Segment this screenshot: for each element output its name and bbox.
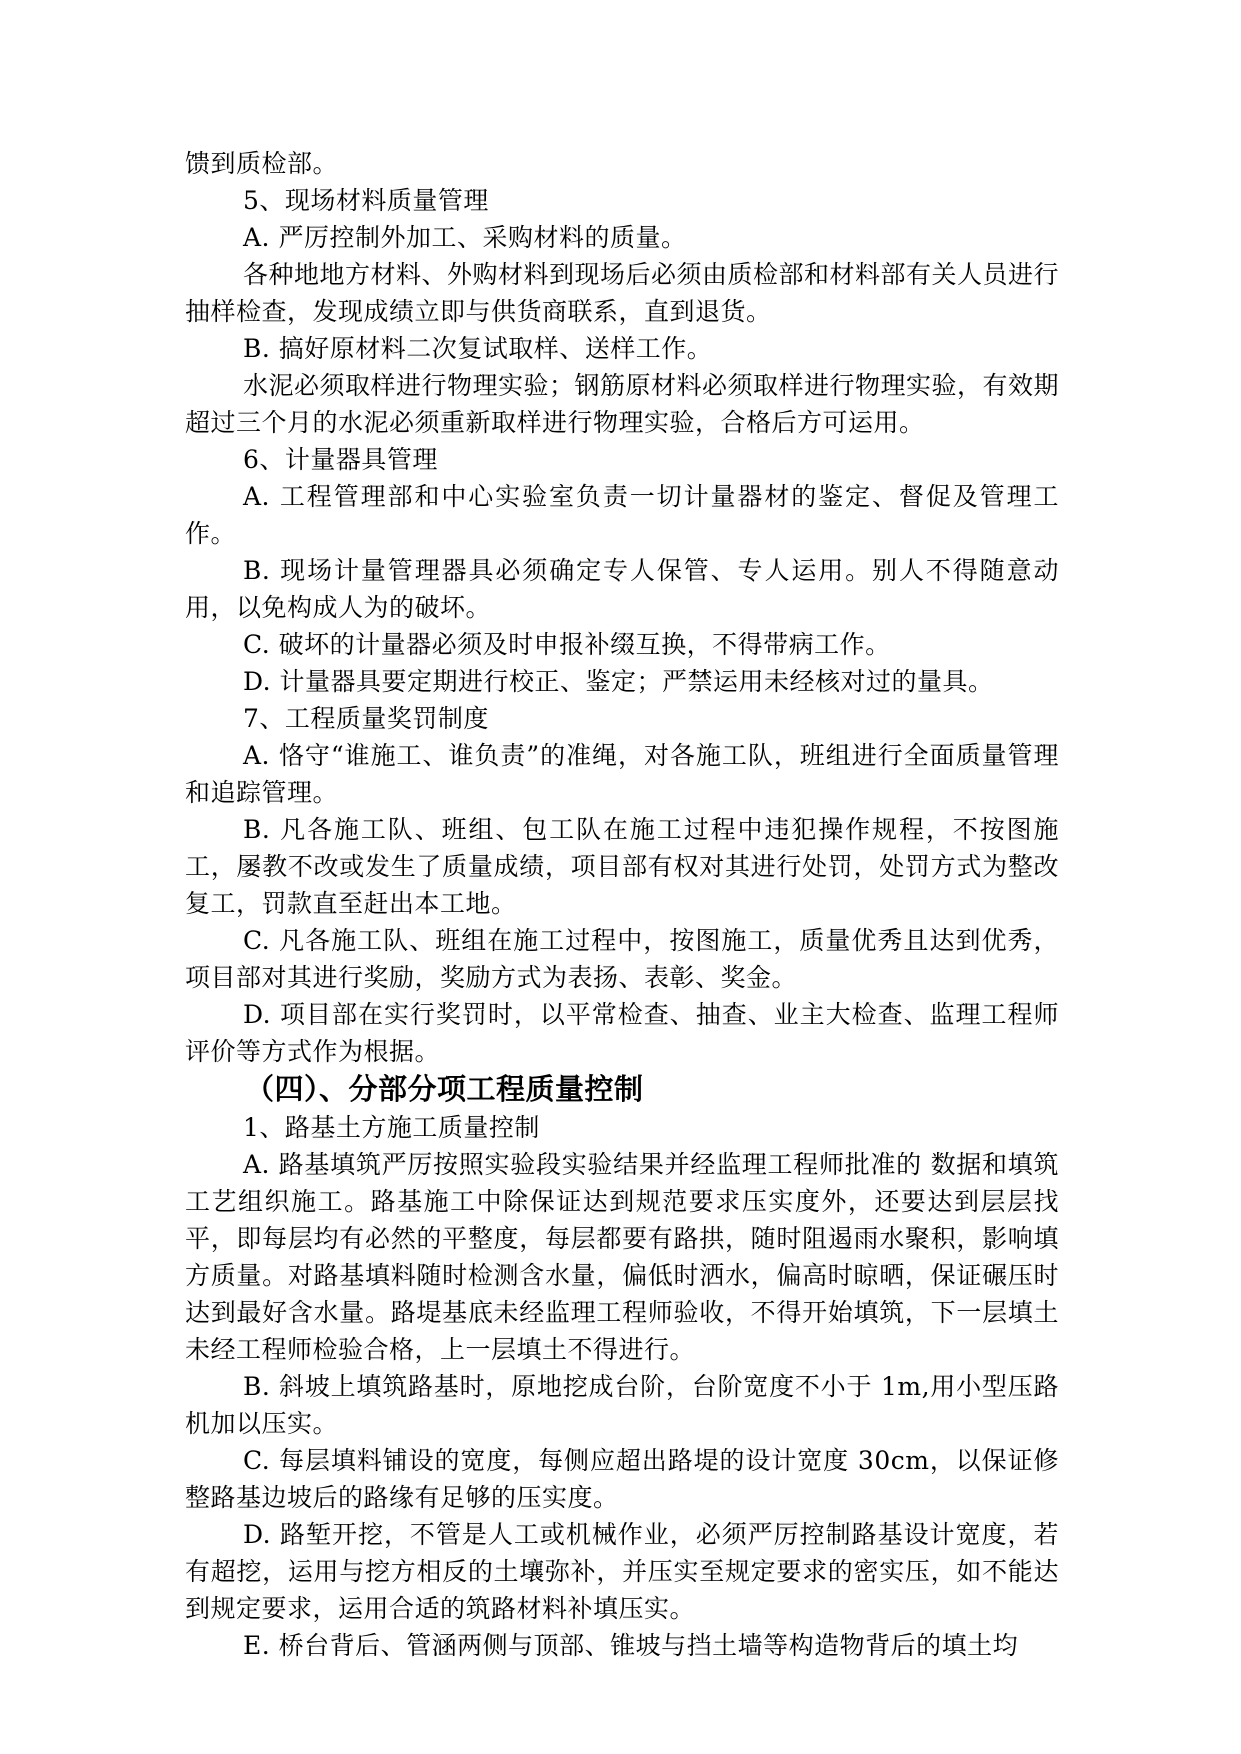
document-body <box>185 145 1059 1664</box>
paragraph-6c: C. 破坏的计量器必须及时申报补缀互换，不得带病工作。 <box>243 630 891 659</box>
paragraph-5b: B. 搞好原材料二次复试取样、送样工作。 <box>243 334 713 363</box>
paragraph-5a: A. 严厉控制外加工、采购材料的质量。 <box>243 223 687 252</box>
section-7-title: 7、工程质量奖罚制度 <box>243 704 489 733</box>
paragraph-5a-detail: 各种地地方材料、外购材料到现场后必须由质检部和材料部有关人员进行抽样检查，发现成绩立即与供货商联系，直到退货。 <box>185 260 1060 326</box>
paragraph-1b: B. 斜坡上填筑路基时，原地挖成台阶，台阶宽度不小于 1m,用小型压路机加以压实。 <box>185 1372 1059 1438</box>
paragraph-7c: C. 凡各施工队、班组在施工过程中，按图施工，质量优秀且达到优秀，项目部对其进行奖励，奖励方式为表扬、表彰、奖金。 <box>185 926 1059 992</box>
paragraph-1d: D. 路堑开挖，不管是人工或机械作业，必须严厉控制路基设计宽度，若有超挖，运用与挖方相反的土壤弥补，并压实至规定要求的密实压，如不能达到规定要求，运用合适的筑路材料补填压实。 <box>185 1520 1059 1623</box>
paragraph-6a: A. 工程管理部和中心实验室负责一切计量器材的鉴定、督促及管理工作。 <box>185 482 1059 548</box>
paragraph-continuation: 馈到质检部。 <box>185 149 339 178</box>
paragraph-5b-detail: 水泥必须取样进行物理实验；钢筋原材料必须取样进行物理实验，有效期超过三个月的水泥必须重新取样进行物理实验，合格后方可运用。 <box>185 371 1060 437</box>
paragraph-1a: A. 路基填筑严厉按照实验段实验结果并经监理工程师批准的 数据和填筑工艺组织施工。路基施工中除保证达到规范要求压实度外，还要达到层层找平，即每层均有必然的平整度，每层都要有路拱，随时阻遏雨水聚积，影响填方质量。对路基填料随时检测含水量，偏低时洒水，偏高时晾晒，保证碾压时达到最好含水量。路堤基底未经监理工程师验收，不得开始填筑，下一层填土未经工程师检验合格，上一层填土不得进行。 <box>185 1150 1059 1364</box>
paragraph-7a: A. 恪守“谁施工、谁负责”的准绳，对各施工队，班组进行全面质量管理和追踪管理。 <box>185 741 1059 807</box>
paragraph-6b: B. 现场计量管理器具必须确定专人保管、专人运用。别人不得随意动用，以免构成人为的破坏。 <box>185 556 1059 622</box>
paragraph-7d: D. 项目部在实行奖罚时，以平常检查、抽查、业主大检查、监理工程师评价等方式作为根据。 <box>185 1000 1059 1066</box>
paragraph-6d: D. 计量器具要定期进行校正、鉴定；严禁运用未经核对过的量具。 <box>243 667 994 696</box>
section-5-title: 5、现场材料质量管理 <box>243 186 489 215</box>
section-6-title: 6、计量器具管理 <box>243 445 438 474</box>
paragraph-7b: B. 凡各施工队、班组、包工队在施工过程中违犯操作规程，不按图施工，屡教不改或发生了质量成绩，项目部有权对其进行处罚，处罚方式为整改复工，罚款直至赶出本工地。 <box>185 815 1059 918</box>
section-heading: （四）、分部分项工程质量控制 <box>245 1072 644 1106</box>
paragraph-1e: E. 桥台背后、管涵两侧与顶部、锥坡与挡土墙等构造物背后的填土均 <box>243 1631 1019 1660</box>
subsection-1-title: 1、路基土方施工质量控制 <box>243 1113 540 1142</box>
paragraph-1c: C. 每层填料铺设的宽度，每侧应超出路堤的设计宽度 30cm，以保证修整路基边坡后的路缘有足够的压实度。 <box>185 1446 1059 1512</box>
